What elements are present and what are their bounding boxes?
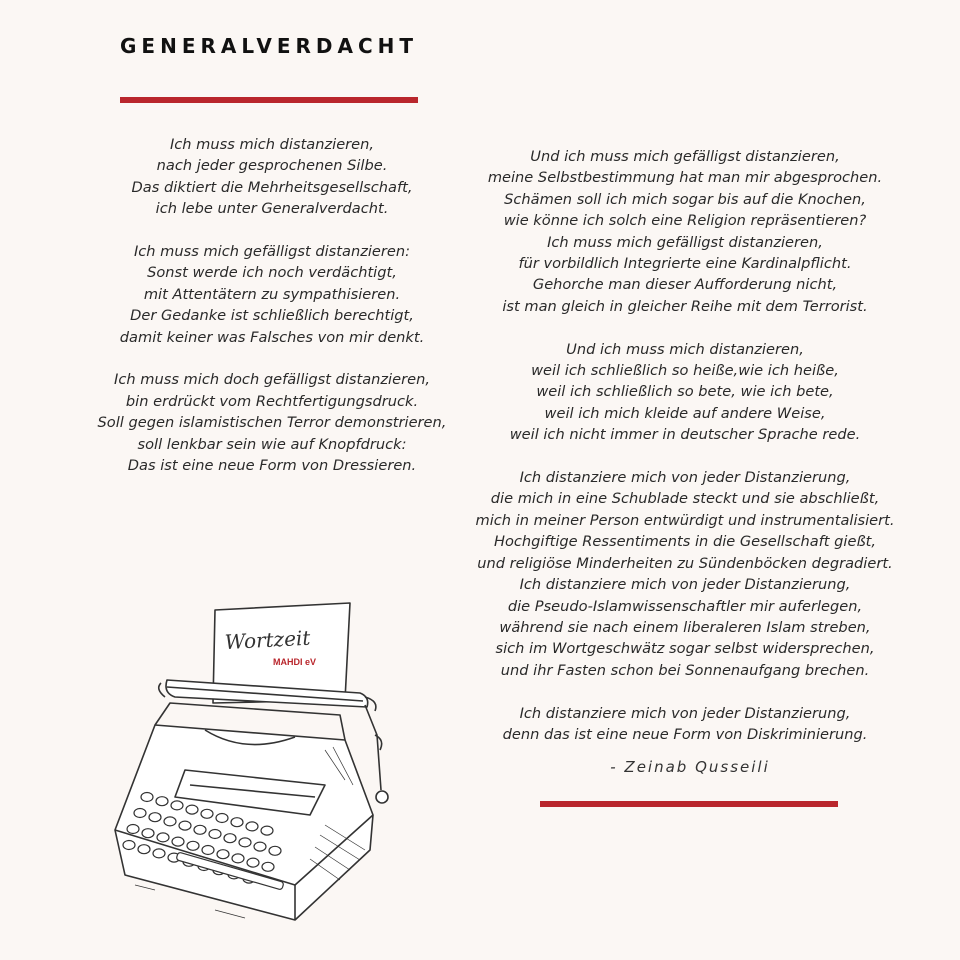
closing-rule — [540, 801, 838, 807]
typewriter-key — [269, 846, 281, 855]
stanza — [82, 369, 462, 476]
typewriter-key — [201, 809, 213, 818]
poem-line: Das diktiert die Mehrheitsgesellschaft, — [131, 178, 413, 196]
typewriter-key — [171, 801, 183, 810]
typewriter-key — [149, 813, 161, 822]
poem-line: Ich distanziere mich von jeder Distanzierung, — [519, 576, 851, 594]
stanza — [470, 703, 900, 746]
poem-line: und ihr Fasten schon bei Sonnenaufgang brechen. — [500, 661, 870, 679]
author-signature: - Zeinab Qusseili — [610, 758, 770, 776]
poem-line: Der Gedanke ist schließlich berechtigt, — [130, 307, 414, 325]
poem-line: bin erdrückt vom Rechtfertigungsdruck. — [125, 392, 419, 410]
poem-right-column — [470, 146, 900, 767]
poem-line: ich lebe unter Generalverdacht. — [155, 200, 389, 218]
stanza — [82, 134, 462, 220]
typewriter-key — [153, 849, 165, 858]
stanza — [82, 241, 462, 348]
stanza — [470, 467, 900, 681]
poem-line: und religiöse Minderheiten zu Sündenböcken degradiert. — [477, 554, 893, 572]
typewriter-key — [239, 838, 251, 847]
carriage-lever — [365, 705, 382, 790]
poem-line: die Pseudo-Islamwissenschaftler mir auferlegen, — [507, 597, 863, 615]
typewriter-key — [246, 822, 258, 831]
poem-line: weil ich nicht immer in deutscher Sprache rede. — [509, 426, 861, 444]
page-title: GENERALVERDACHT — [120, 34, 419, 58]
poem-left-column — [82, 134, 462, 498]
typewriter-key — [232, 854, 244, 863]
typewriter-key — [123, 841, 135, 850]
poem-line: Ich muss mich gefälligst distanzieren, — [547, 233, 823, 251]
typewriter-body — [115, 725, 373, 920]
typewriter-key — [231, 818, 243, 827]
typewriter-key — [172, 837, 184, 846]
poem-line: Ich muss mich gefälligst distanzieren: — [133, 243, 411, 261]
typewriter-key — [179, 821, 191, 830]
typewriter-illustration — [95, 585, 400, 930]
typewriter-key — [164, 817, 176, 826]
typewriter-key — [216, 814, 228, 823]
typewriter-key — [127, 825, 139, 834]
title-underline — [120, 97, 418, 103]
poem-line: damit keiner was Falsches von mir denkt. — [119, 328, 425, 346]
poem-line: weil ich schließlich so bete, wie ich bete, — [536, 383, 834, 401]
poem-line: mich in meiner Person entwürdigt und instrumentalisiert. — [475, 511, 895, 529]
typewriter-key — [194, 825, 206, 834]
stanza — [470, 339, 900, 446]
poem-line: mit Attentätern zu sympathisieren. — [143, 285, 401, 303]
stanza — [470, 146, 900, 317]
poem-line: Soll gegen islamistischen Terror demonstrieren, — [97, 414, 447, 432]
poem-line: für vorbildlich Integrierte eine Kardinalpflicht. — [518, 255, 852, 273]
poem-line: Und ich muss mich gefälligst distanzieren, — [530, 148, 840, 165]
poem-line: Schämen soll ich mich sogar bis auf die Knochen, — [504, 190, 866, 208]
poem-line: soll lenkbar sein wie auf Knopfdruck: — [137, 435, 407, 453]
poem-line: Ich distanziere mich von jeder Distanzierung, — [519, 469, 851, 487]
typewriter-key — [134, 809, 146, 818]
poem-line: denn das ist eine neue Form von Diskriminierung. — [502, 725, 868, 743]
poem-line: weil ich mich kleide auf andere Weise, — [544, 404, 826, 422]
logo-org: MAHDI eV — [273, 657, 317, 667]
typewriter-key — [224, 834, 236, 843]
poem-line: während sie nach einem liberaleren Islam streben, — [499, 618, 871, 636]
poem-line: sich im Wortgeschwätz sogar selbst widersprechen, — [495, 640, 875, 658]
poem-line: Ich muss mich distanzieren, — [169, 136, 375, 153]
poem-line: Und ich muss mich distanzieren, — [566, 340, 804, 358]
poem-line: Sonst werde ich noch verdächtigt, — [147, 264, 397, 282]
poem-line: Gehorche man dieser Aufforderung nicht, — [532, 276, 838, 294]
typewriter-key — [138, 845, 150, 854]
typewriter-key — [186, 805, 198, 814]
typewriter-key — [247, 858, 259, 867]
logo-wordmark: Wortzeit — [224, 625, 311, 655]
poem-line: nach jeder gesprochenen Silbe. — [156, 157, 388, 175]
typewriter-key — [202, 846, 214, 855]
typewriter-key — [217, 850, 229, 859]
poem-line: meine Selbstbestimmung hat man mir abgesprochen. — [487, 169, 883, 187]
poem-line: wie könne ich solch eine Religion repräsentieren? — [503, 212, 867, 230]
poem-line: ist man gleich in gleicher Reihe mit dem Terrorist. — [502, 297, 868, 315]
poem-line: Hochgiftige Ressentiments in die Gesellschaft gießt, — [493, 533, 877, 551]
poem-line: weil ich schließlich so heiße,wie ich heiße, — [531, 362, 839, 380]
poem-line: die mich in eine Schublade steckt und sie abschließt, — [490, 490, 880, 508]
typewriter-key — [209, 830, 221, 839]
poem-line: Ich muss mich doch gefälligst distanzieren, — [114, 371, 430, 389]
poem-line: Das ist eine neue Form von Dressieren. — [127, 457, 417, 475]
typewriter-key — [254, 842, 266, 851]
typewriter-key — [157, 833, 169, 842]
typewriter-key — [187, 841, 199, 850]
typewriter-key — [142, 829, 154, 838]
typewriter-key — [156, 797, 168, 806]
typewriter-key — [141, 793, 153, 802]
poem-line: Ich distanziere mich von jeder Distanzierung, — [519, 704, 851, 722]
typewriter-key — [261, 826, 273, 835]
typewriter-key — [262, 862, 274, 871]
